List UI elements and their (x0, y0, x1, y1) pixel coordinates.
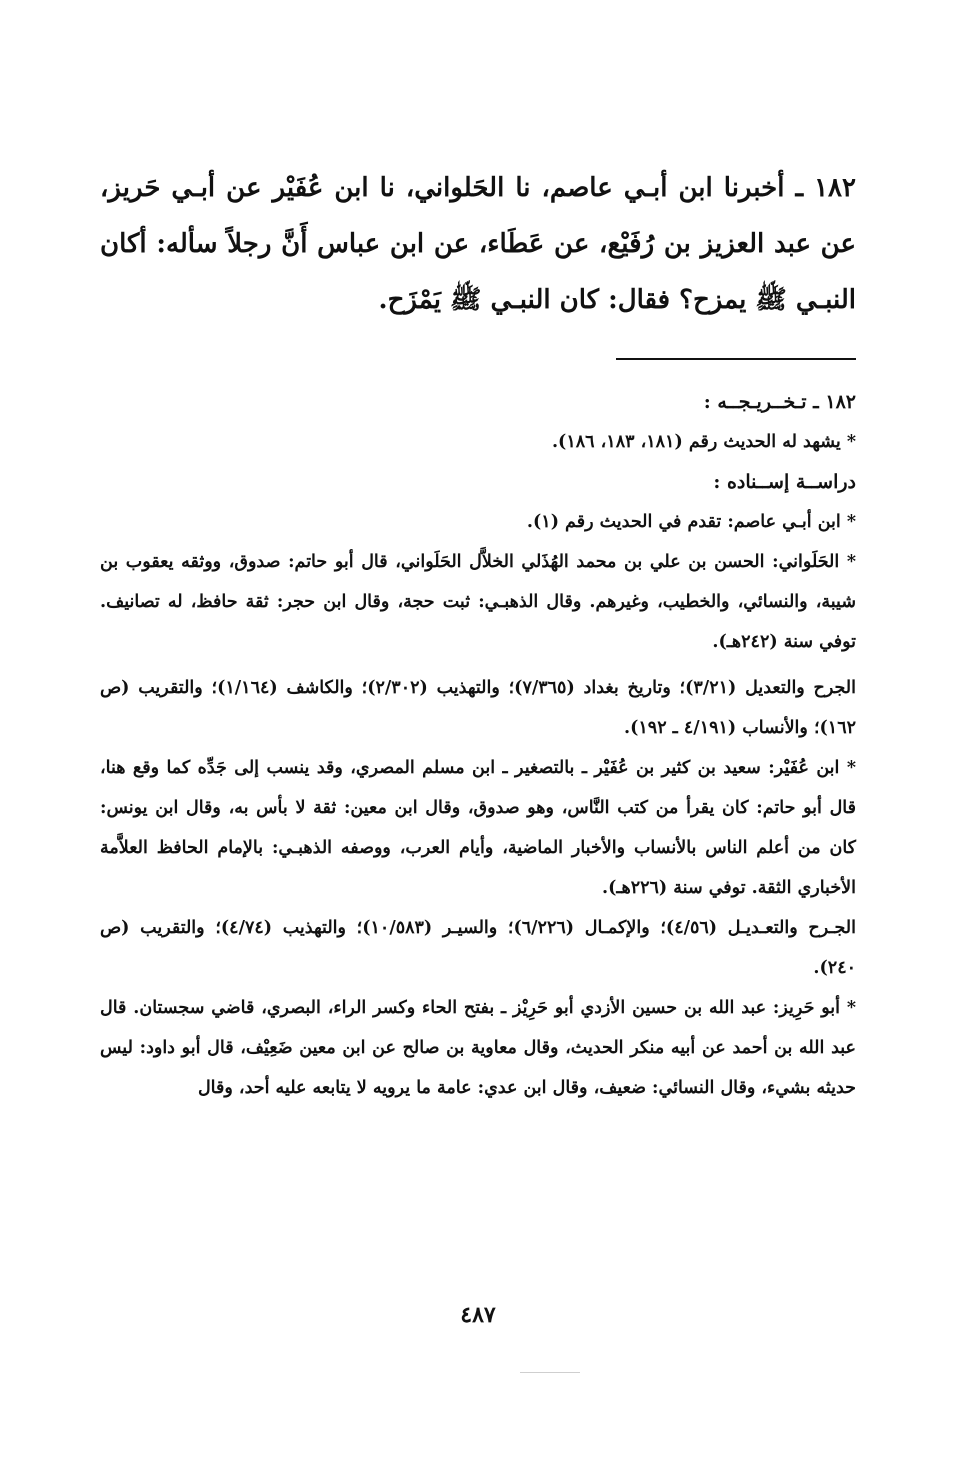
ibn-abi-asim-note: * ابن أبـي عاصم: تقدم في الحديث رقم (١). (526, 512, 856, 532)
ibn-ufayr-bio: * ابن عُفَيْر: سعيد بن كثير بن عُفَيْر ـ بالتصغير ـ ابن مسلم المصري، وقد ينسب إلى جَدِّه كما وقع هنا، قال أبو حاتم: كان يقرأ من كتب النَّاس، وهو صدوق، وقال ابن معين: ثقة لا بأس به، وقال ابن يونس: كان من أعلم الناس بالأنساب والأخبار الماضية، وأيام العرب، ووصفه الذهبـي: بالإمام الحافظ العلاَّمة الأخباري الثقة. توفي سنة (٢٢٦هـ). (100, 758, 856, 898)
page-body (100, 160, 856, 1108)
footnotes (100, 382, 856, 1108)
page-number: ٤٨٧ (460, 1302, 496, 1328)
hadith-body: أخبرنا ابن أبـي عاصم، نا الحَلواني، نا ابن عُفَيْر عن أبـي حَريز، عن عبد العزيز بن رُفَيْع، عن عَطَاء، عن ابن عباس أَنَّ رجلاً سأله: أكان النبـي ﷺ يمزح؟ فقال: كان النبـي ﷺ يَمْزَح. (100, 173, 856, 315)
scan-artifact-line (520, 1372, 580, 1373)
halwani-refs: الجرح والتعديل (٣/٢١)؛ وتاريخ بغداد (٧/٣٦٥)؛ والتهذيب (٢/٣٠٢)؛ والكاشف (١/١٦٤)؛ والتقريب (ص ١٦٢)؛ والأنساب (٤/١٩١ ـ ١٩٢). (100, 678, 856, 738)
halwani-bio: * الحَلَواني: الحسن بن علي بن محمد الهُذَلي الخلاَّل الحَلَواني، قال أبو حاتم: صدوق، ووثقه يعقوب بن شيبة، والنسائي، والخطيب، وغيرهم. وقال الذهبـي: ثبت حجة، وقال ابن حجر: ثقة حافظ، له تصانيف. توفي سنة (٢٤٢هـ). (100, 552, 856, 652)
shahid-note: * يشهد له الحديث رقم (١٨١، ١٨٣، ١٨٦). (551, 432, 856, 452)
hadith-number: ١٨٢ ـ (795, 173, 856, 203)
abu-hariz-bio: * أبو حَرِيز: عبد الله بن حسين الأزدي أبو حَرِيْز ـ بفتح الحاء وكسر الراء، البصري، قاضي سجستان. قال عبد الله بن أحمد عن أبيه منكر الحديث، وقال معاوية بن صالح عن ابن معين ضَعِيْف، قال أبو داود: ليس حديثه بشيء، وقال النسائي: ضعيف، وقال ابن عدي: عامة ما يرويه لا يتابعه عليه أحد، وقال (100, 998, 856, 1098)
hadith-text (100, 160, 856, 328)
takhrij-heading: ١٨٢ ـ تـخــريـجــه : (703, 391, 856, 413)
ibn-ufayr-refs: الجـرح والتعـديـل (٤/٥٦)؛ والإكمـال (٦/٢٢٦)؛ والسيـر (١٠/٥٨٣)؛ والتهذيب (٤/٧٤)؛ والتقريب (ص ٢٤٠). (100, 918, 856, 978)
dirasa-heading: دراســة إســناده : (713, 471, 856, 493)
footnote-divider (616, 358, 856, 360)
